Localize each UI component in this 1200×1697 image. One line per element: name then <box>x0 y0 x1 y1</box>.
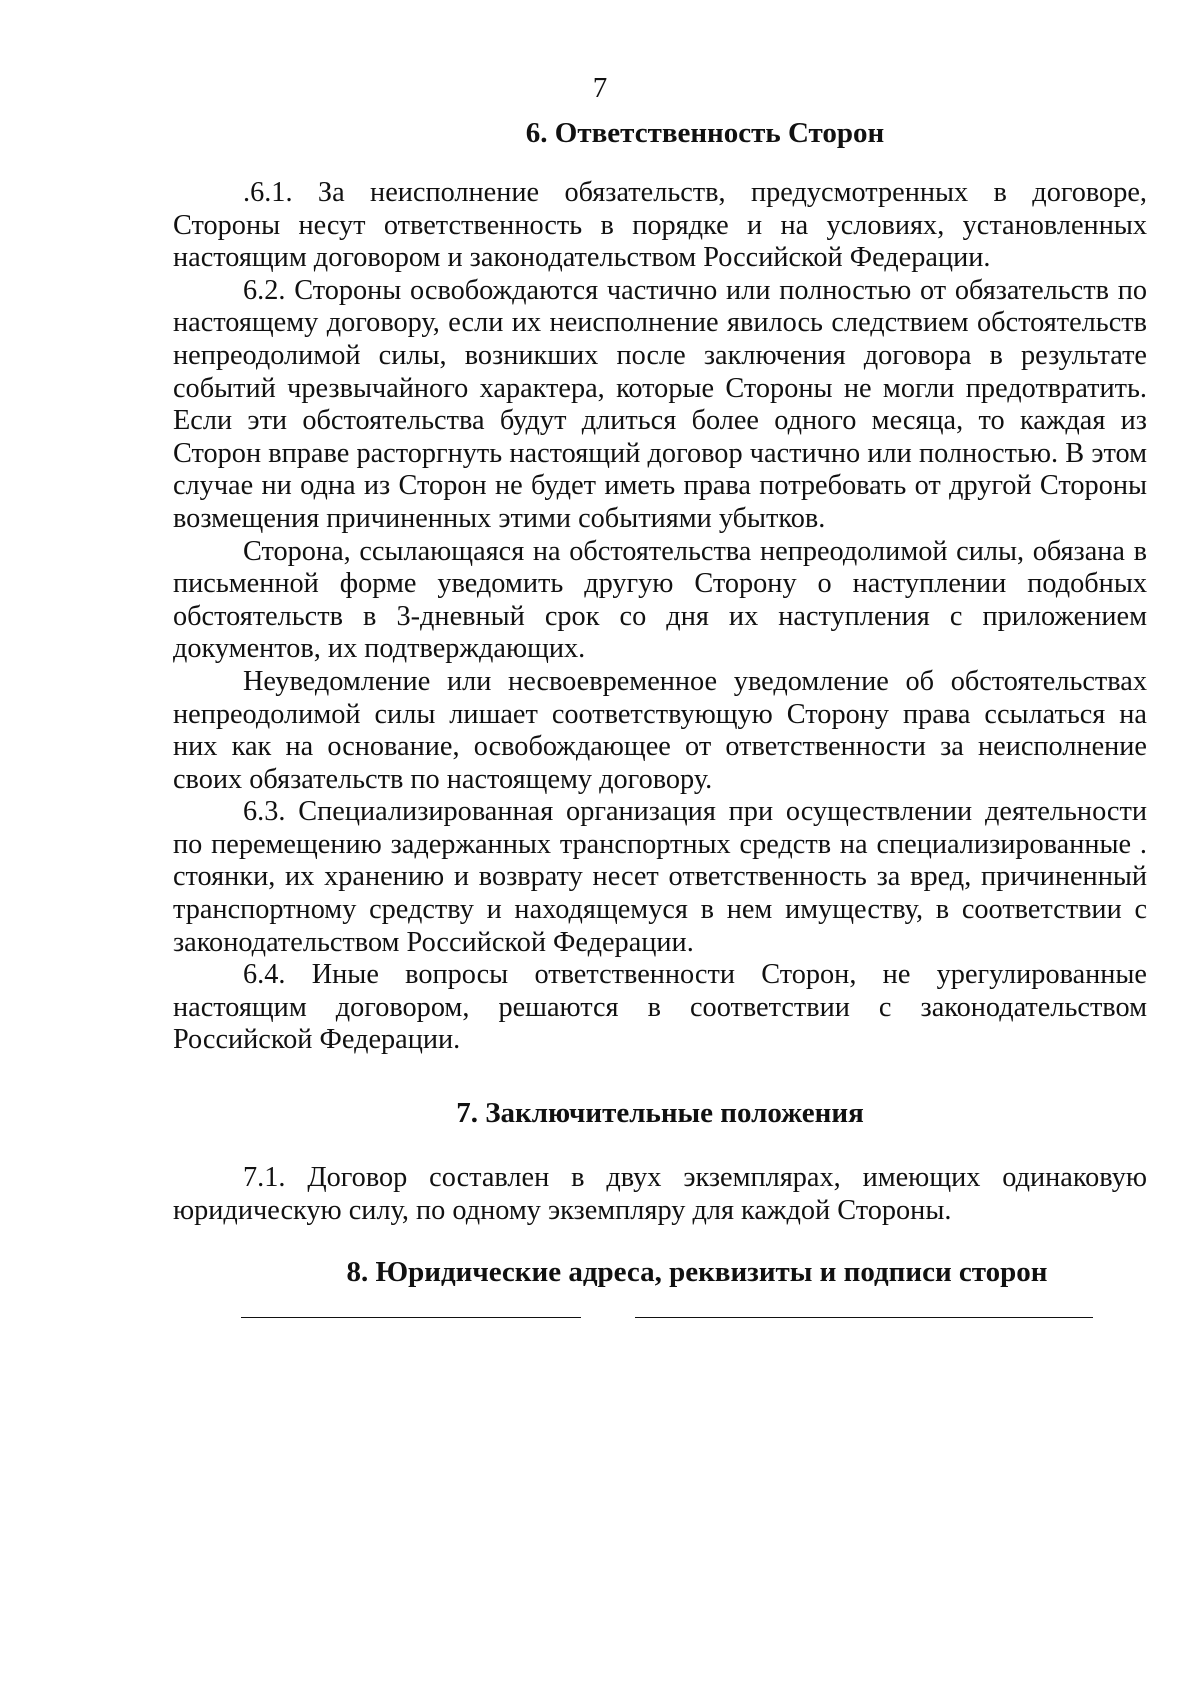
document-body <box>173 116 1147 1325</box>
signature-lines <box>173 1295 1147 1325</box>
paragraph-failure-to-notify: Неуведомление или несвоевременное уведомление об обстоятельствах непреодолимой силы лишает соответствующую Сторону права ссылаться на них как на основание, освобождающее от ответственности за неисполнение своих обязательств по настоящему договору. <box>173 665 1147 795</box>
paragraph-6-4: 6.4. Иные вопросы ответственности Сторон, не урегулированные настоящим договором, решаются в соответствии с законодательством Российской Федерации. <box>173 959 1147 1056</box>
signature-line-right <box>635 1317 1093 1318</box>
paragraph-7-1: 7.1. Договор составлен в двух экземплярах, имеющих одинаковую юридическую силу, по одному экземпляру для каждой Стороны. <box>173 1162 1147 1226</box>
page-number: 7 <box>592 72 608 104</box>
paragraph-6-1: .6.1. За неисполнение обязательств, предусмотренных в договоре, Стороны несут ответственность в порядке и на условиях, установленных настоящим договором и законодательством Российской Федерации. <box>173 177 1147 274</box>
spacer <box>173 150 1147 177</box>
section-6-title: 6. Ответственность Сторон <box>525 117 885 149</box>
section-8-title: 8. Юридические адреса, реквизиты и подписи сторон <box>346 1256 1048 1289</box>
paragraph-force-majeure-notice: Сторона, ссылающаяся на обстоятельства непреодолимой силы, обязана в письменной форме уведомить другую Сторону о наступлении подобных обстоятельств в 3-дневный срок со дня их наступления с приложением документов, их подтверждающих. <box>173 535 1147 665</box>
paragraph-6-2: 6.2. Стороны освобождаются частично или полностью от обязательств по настоящему договору, если их неисполнение явилось следствием обстоятельств непреодолимой силы, возникших после заключения договора в результате событий чрезвычайного характера, которые Стороны не могли предотвратить. Если эти обстоятельства будут длиться более одного месяца, то каждая из Сторон вправе расторгнуть настоящий договор частично или полностью. В этом случае ни одна из Сторон не будет иметь права потребовать от другой Стороны возмещения причиненных этими событиями убытков. <box>173 274 1147 534</box>
paragraph-6-3: 6.3. Специализированная организация при осуществлении деятельности по перемещению задержанных транспортных средств на специализированные . стоянки, их хранению и возврату несет ответственность за вред, причиненный транспортному средству и находящемуся в нем имуществу, в соответствии с законодательством Российской Федерации. <box>173 796 1147 958</box>
section-7-title: 7. Заключительные положения <box>456 1097 864 1130</box>
signature-line-left <box>241 1317 581 1318</box>
